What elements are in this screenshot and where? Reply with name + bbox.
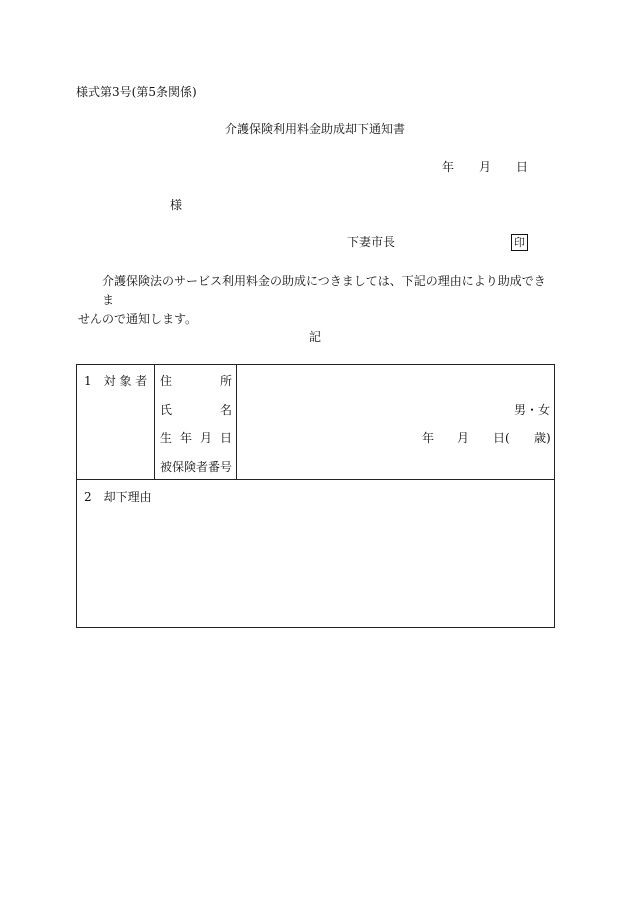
ki-marker: 記 bbox=[308, 330, 321, 344]
date-day: 日 bbox=[515, 160, 528, 174]
notice-body bbox=[78, 272, 554, 329]
field-birthdate-label: 生 年 月 日 bbox=[160, 431, 232, 445]
date-year: 年 bbox=[442, 160, 455, 174]
sex-options: 男・女 bbox=[514, 403, 551, 417]
date-line bbox=[442, 160, 528, 174]
form-number: 様式第3号(第5条関係) bbox=[76, 85, 197, 99]
section-2-label: 2 却下理由 bbox=[84, 490, 152, 504]
table-divider-h bbox=[77, 479, 554, 480]
field-address-label: 住 所 bbox=[160, 374, 232, 388]
birth-year: 年 bbox=[422, 431, 435, 445]
issuer-name: 下妻市長 bbox=[347, 235, 396, 249]
table-divider-v1 bbox=[154, 365, 155, 479]
seal-mark: 印 bbox=[511, 234, 528, 251]
birth-month: 月 bbox=[457, 431, 470, 445]
notice-body-line-2: せんので通知します。 bbox=[78, 312, 198, 326]
birth-day-age-open: 日( bbox=[493, 431, 510, 445]
section-1-label: 1 対 象 者 bbox=[84, 374, 148, 388]
document-title: 介護保険利用料金助成却下通知書 bbox=[224, 122, 405, 136]
notice-body-line-1: 介護保険法のサービス利用料金の助成につきましては、下記の理由により助成できま bbox=[102, 274, 546, 307]
date-month: 月 bbox=[478, 160, 491, 174]
form-table bbox=[76, 364, 555, 628]
addressee-honorific: 様 bbox=[170, 198, 183, 212]
field-insured-number-label: 被保険者番号 bbox=[160, 460, 233, 474]
table-divider-v2 bbox=[236, 365, 237, 479]
field-name-label: 氏 名 bbox=[160, 403, 232, 417]
age-close: 歳) bbox=[534, 431, 551, 445]
